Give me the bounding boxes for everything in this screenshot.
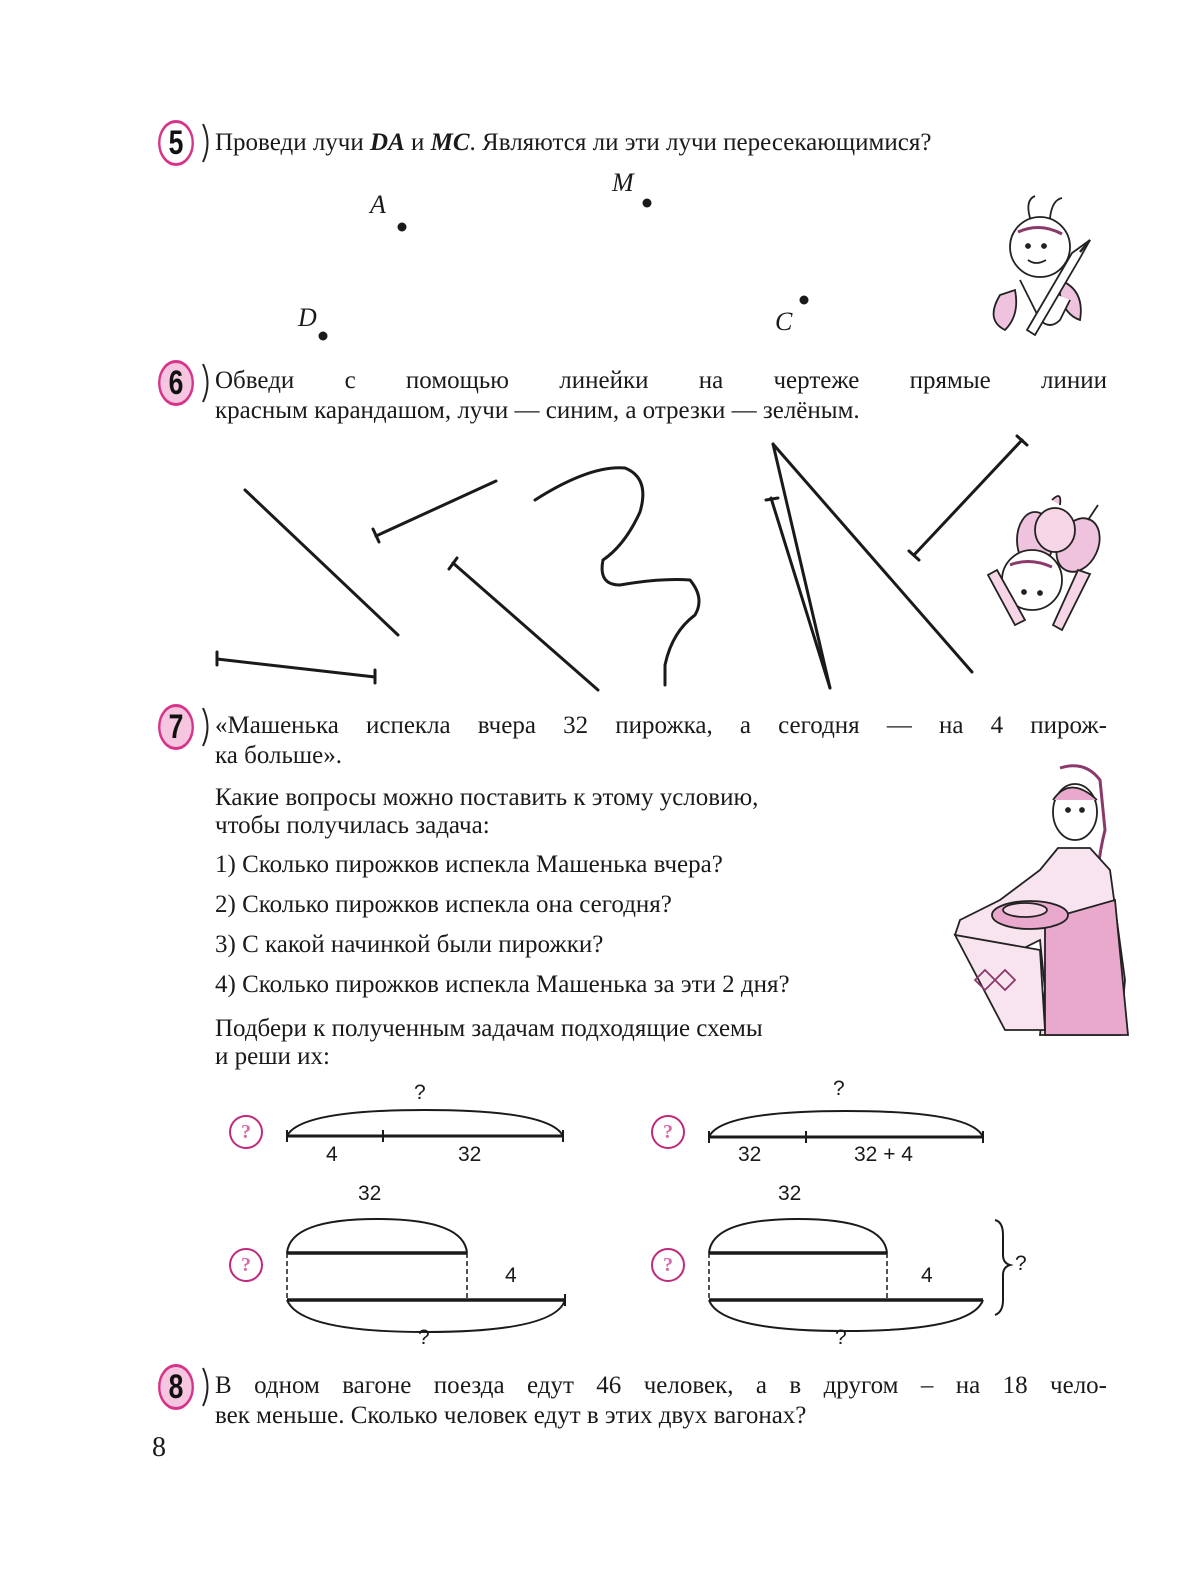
ray-name-mc: MC: [430, 129, 470, 156]
scheme-3[interactable]: [287, 1219, 565, 1332]
task-line1: Подбери к полученным задачам подходящие схемы: [215, 1015, 763, 1042]
scheme-2-total: ?: [833, 1077, 845, 1100]
ray-3[interactable]: [773, 444, 830, 688]
point-a-dot[interactable]: [398, 223, 407, 232]
question-4: 4) Сколько пирожков испекла Машенька за эти 2 дня?: [215, 971, 790, 998]
curved-line[interactable]: [535, 468, 699, 685]
scheme-4[interactable]: [709, 1219, 1010, 1331]
exercise-7-schemes: [287, 1110, 1010, 1332]
scheme-4-extra: 4: [921, 1264, 933, 1287]
exercise-6-drawing: [217, 436, 1027, 690]
question-2: 2) Сколько пирожков испекла она сегодня?: [215, 891, 672, 918]
point-d-dot[interactable]: [319, 332, 328, 341]
scheme-1-marker: ?: [229, 1115, 263, 1149]
page-number: 8: [152, 1432, 166, 1463]
exercise-number-badge: 7: [158, 704, 194, 750]
task-line2: и реши их:: [215, 1043, 330, 1070]
prompt-line1: Какие вопросы можно поставить к этому условию,: [215, 784, 759, 811]
question-3: 3) С какой начинкой были пирожки?: [215, 931, 604, 958]
scheme-3-top: 32: [358, 1182, 382, 1205]
scheme-2-marker: ?: [651, 1115, 685, 1149]
point-label-a: A: [370, 190, 386, 219]
text-part: . Являются ли эти лучи пересекающимися?: [469, 129, 932, 156]
scheme-4-top: 32: [778, 1182, 802, 1205]
scheme-4-marker: ?: [651, 1248, 685, 1282]
exercise-5-points: [319, 199, 809, 341]
scheme-1-total: ?: [414, 1081, 426, 1104]
text-part: Проведи лучи: [215, 129, 371, 156]
ray-1[interactable]: [376, 481, 496, 536]
straight-line-1[interactable]: [245, 490, 398, 635]
scheme-2[interactable]: [709, 1111, 983, 1143]
scheme-4-bottom: ?: [835, 1326, 847, 1349]
exercise-6-line1: Обведи с помощью линейки на чертеже прямые линии: [215, 367, 1107, 394]
scheme-2-right: 32 + 4: [854, 1143, 913, 1166]
exercise-number-badge: 8: [158, 1364, 194, 1410]
point-c-dot[interactable]: [800, 296, 809, 305]
prompt-line2: чтобы получилась задача:: [215, 812, 490, 839]
point-m-dot[interactable]: [643, 199, 652, 208]
exercise-8-line1: В одном вагоне поезда едут 46 человек, а в другом – на 18 чело-: [215, 1372, 1107, 1399]
exercise-number-badge: 5: [158, 120, 194, 166]
ray-name-da: DA: [370, 129, 405, 156]
bee-with-pencil-illustration: [994, 196, 1090, 335]
straight-line-2[interactable]: [773, 444, 972, 672]
exercise-6-line2: красным карандашом, лучи — синим, а отрезки — зелёным.: [215, 397, 860, 424]
brace: [995, 1220, 1010, 1315]
scheme-3-extra: 4: [505, 1264, 517, 1287]
point-label-d: D: [298, 303, 317, 332]
point-label-c: C: [775, 307, 793, 336]
scheme-1[interactable]: [287, 1110, 563, 1142]
text-part: и: [404, 129, 431, 156]
scheme-2-left: 32: [738, 1143, 762, 1166]
girl-with-pies-illustration: [955, 766, 1128, 1035]
segment-2[interactable]: [914, 440, 1022, 555]
bee-with-pencils-illustration: [988, 496, 1108, 630]
segment-1[interactable]: [217, 659, 375, 677]
exercise-number-badge: 6: [158, 360, 194, 406]
scheme-1-left: 4: [326, 1143, 338, 1166]
condition-line1: «Машенька испекла вчера 32 пирожка, а сегодня — на 4 пирож-: [215, 712, 1107, 739]
scheme-1-right: 32: [458, 1143, 482, 1166]
exercise-8-line2: век меньше. Сколько человек едут в этих двух вагонах?: [215, 1402, 807, 1429]
scheme-3-marker: ?: [229, 1248, 263, 1282]
question-1: 1) Сколько пирожков испекла Машенька вчера?: [215, 851, 723, 878]
point-label-m: M: [612, 168, 634, 197]
scheme-3-bottom: ?: [418, 1326, 430, 1349]
ray-2[interactable]: [453, 563, 598, 690]
scheme-4-brace-total: ?: [1015, 1252, 1027, 1275]
badge-brackets: [203, 124, 208, 1406]
condition-line2: ка больше».: [215, 742, 342, 769]
